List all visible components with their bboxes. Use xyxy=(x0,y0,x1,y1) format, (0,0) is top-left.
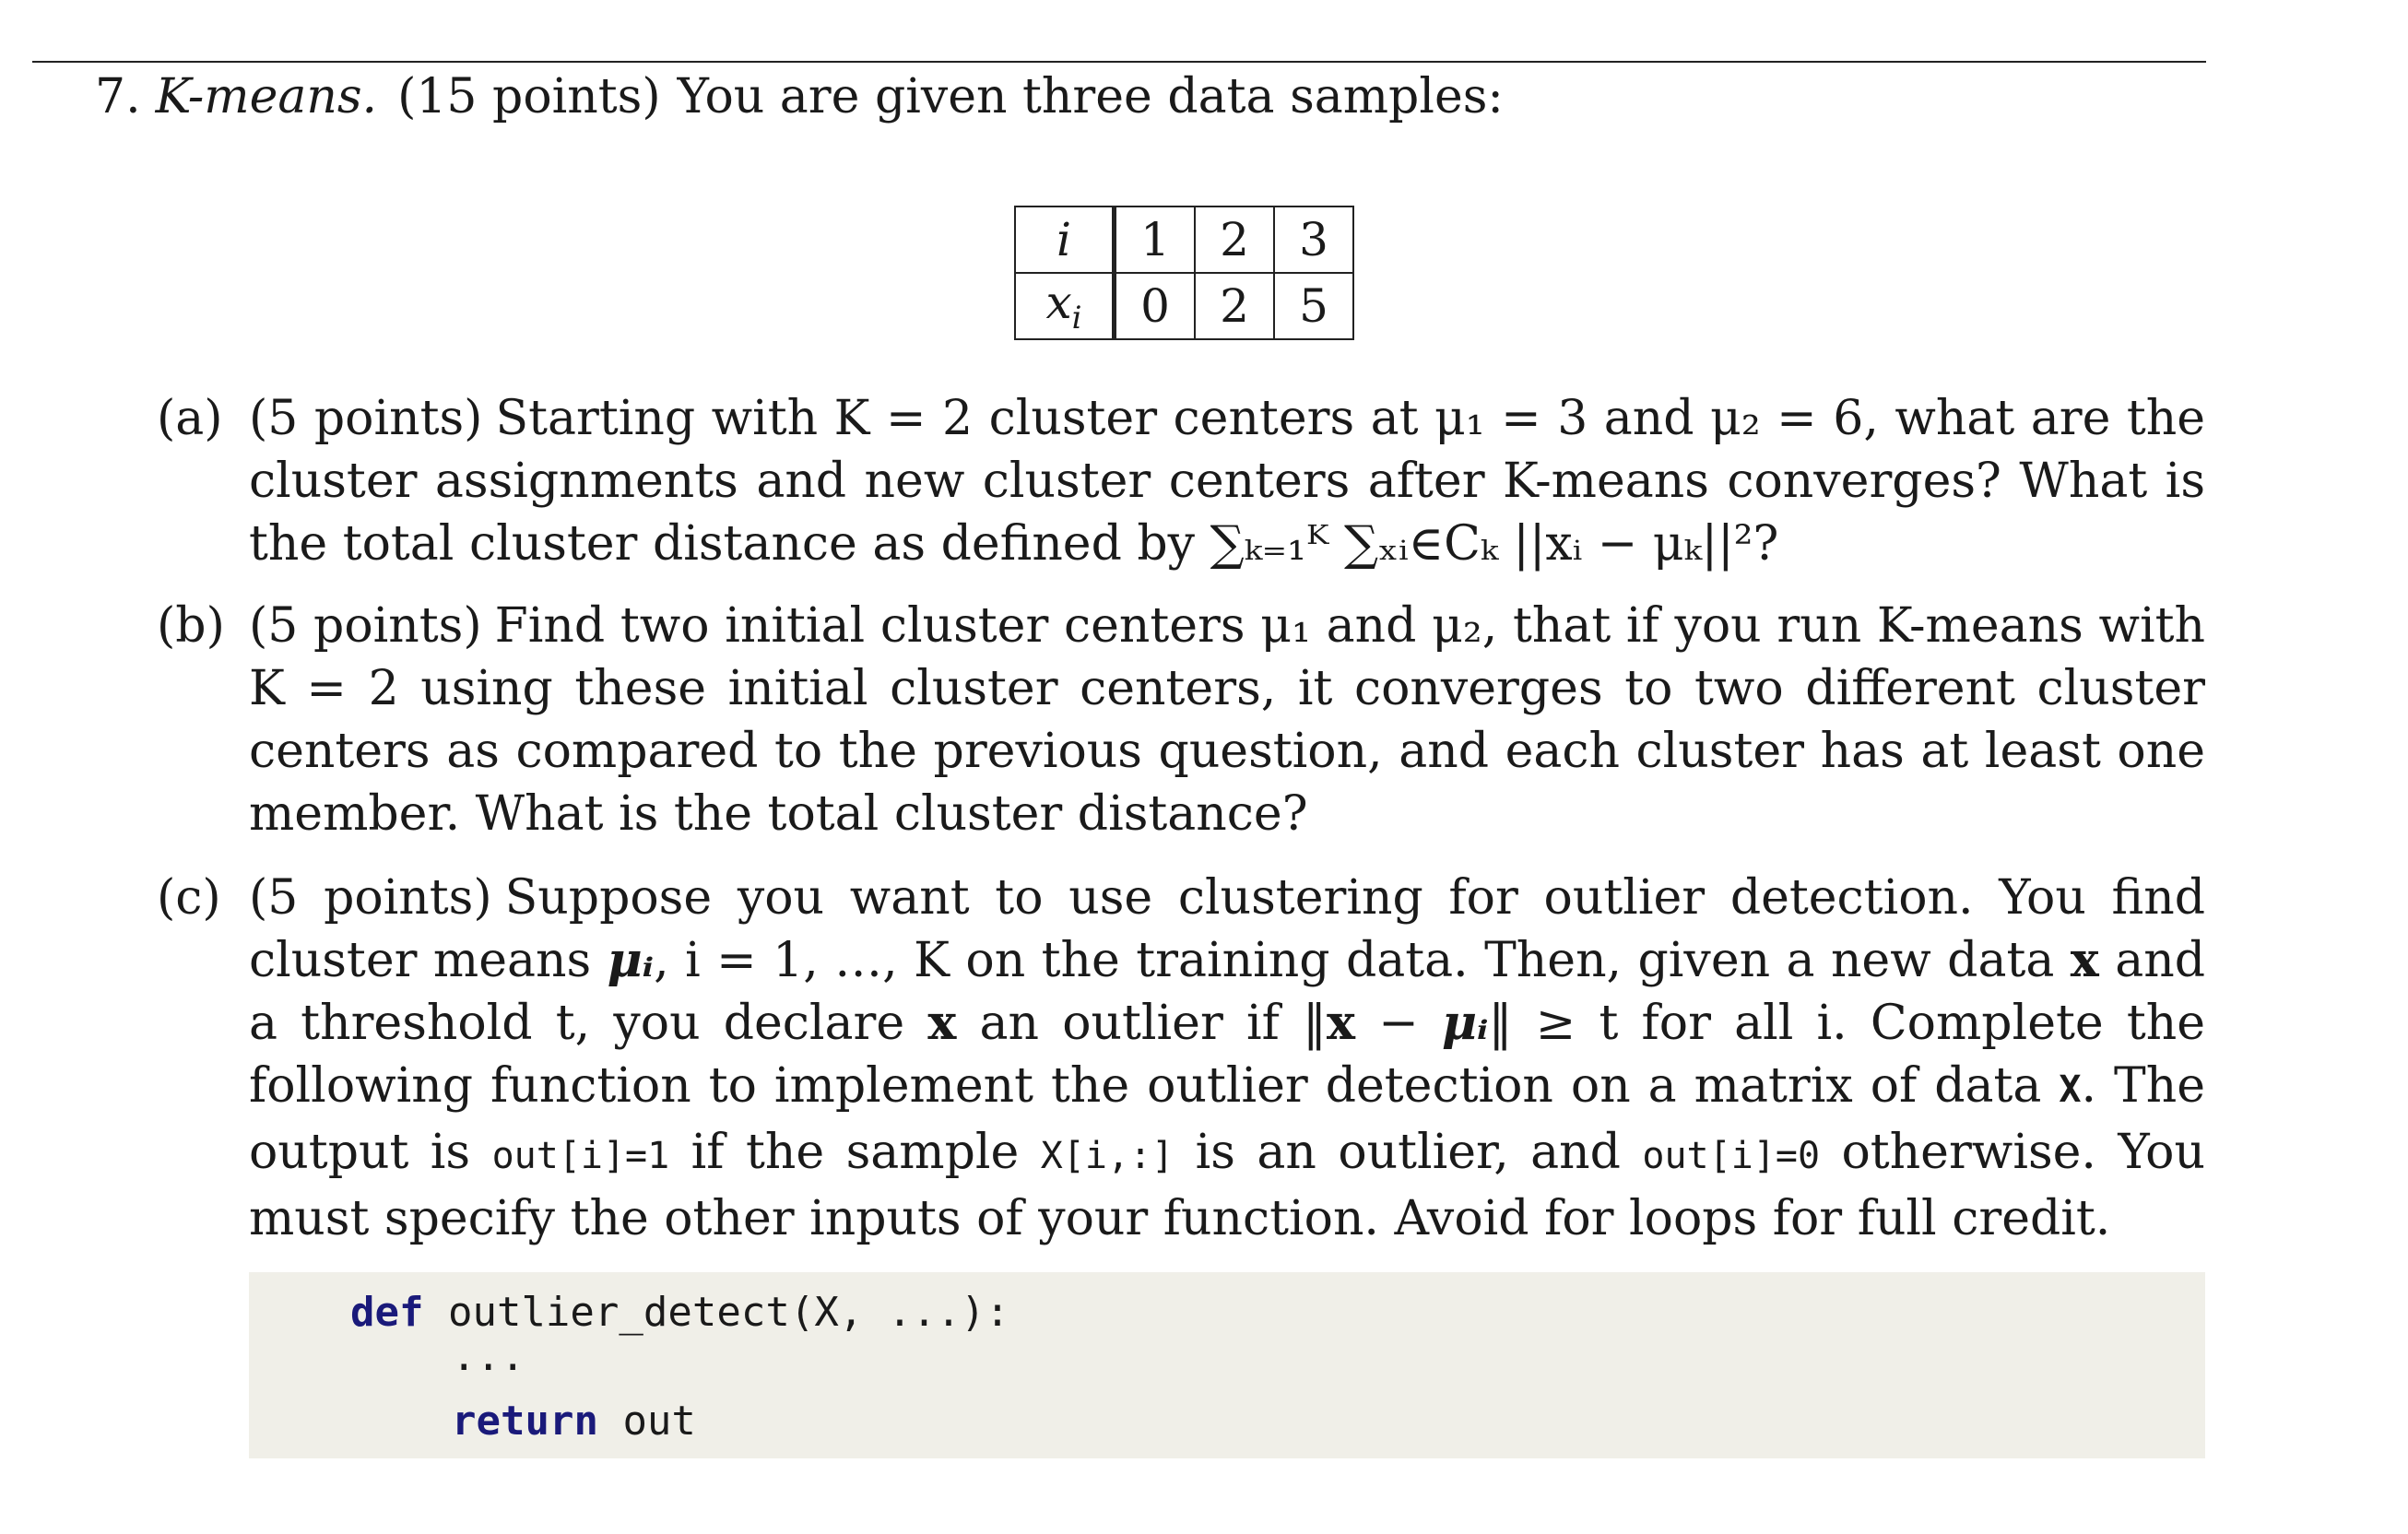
function-signature: outlier_detect(X, ...): xyxy=(423,1289,1010,1336)
part-c-text: , i = 1, …, K on the training data. Then, given a new data xyxy=(654,933,2071,988)
part-a-label: (a) xyxy=(157,391,223,446)
code-block xyxy=(249,1272,2205,1458)
mu-i-symbol: μᵢ xyxy=(1442,995,1489,1051)
part-c-text: and a threshold t, you declare xyxy=(249,933,2206,1051)
table-cell: 5 xyxy=(1274,273,1353,339)
part-c xyxy=(157,867,2205,1250)
part-a xyxy=(157,387,2205,575)
x-vector-symbol: x xyxy=(927,995,957,1051)
table-header-i: i xyxy=(1015,206,1115,273)
return-value: out xyxy=(597,1398,696,1445)
code-line-return xyxy=(452,1390,696,1453)
part-c-text: an outlier if ‖ xyxy=(956,996,1328,1051)
mu-i-symbol: μᵢ xyxy=(607,932,655,988)
part-c-text: Suppose you want to use clustering for outlier detection. You find cluster means xyxy=(249,870,2206,988)
part-b-body xyxy=(249,595,2205,845)
part-a-points: (5 points) xyxy=(249,391,483,446)
inline-code-Xi: X[i,:] xyxy=(1040,1135,1174,1177)
inline-code-out1: out[i]=1 xyxy=(491,1135,670,1177)
question-points: (15 points) xyxy=(397,69,661,124)
table-row-index xyxy=(1015,206,1353,273)
keyword-return: return xyxy=(452,1398,598,1445)
part-b xyxy=(157,595,2205,845)
data-samples-table xyxy=(1014,206,1354,340)
keyword-def: def xyxy=(350,1289,424,1336)
part-c-points: (5 points) xyxy=(249,870,492,926)
part-c-text: otherwise. You must specify the other inputs of your function. Avoid for loops for full credit. xyxy=(249,1125,2205,1246)
part-a-body xyxy=(249,387,2205,575)
question-number: 7. xyxy=(95,69,141,124)
part-c-text: is an outlier, and xyxy=(1174,1125,1643,1180)
part-a-text: Starting with K = 2 cluster centers at μ₁ = 3 and μ₂ = 6, what are the cluster assignments and new cluster centers after K-means converges? What is the total cluster distance as defined by ∑ₖ₌₁ᴷ ∑ₓᵢ∈Cₖ ||xᵢ − μₖ||²? xyxy=(249,391,2206,572)
table-header-x: $x_i$ xyxy=(1015,273,1115,339)
part-c-label: (c) xyxy=(157,870,221,926)
table-cell: 2 xyxy=(1195,206,1274,273)
inline-code-X: X xyxy=(2059,1068,2082,1111)
part-c-body xyxy=(249,867,2205,1250)
part-c-text: if the sample xyxy=(669,1125,1041,1180)
part-c-text: − xyxy=(1355,996,1442,1051)
table-cell: 0 xyxy=(1115,273,1196,339)
part-b-points: (5 points) xyxy=(249,598,482,654)
question-heading xyxy=(95,66,1504,127)
top-rule xyxy=(32,61,2206,63)
question-intro: You are given three data samples: xyxy=(677,69,1504,124)
part-b-text: Find two initial cluster centers μ₁ and μ₂, that if you run K-means with K = 2 using these initial cluster centers, it converges to two different cluster centers as compared to the previous question, and each cluster has at least one member. What is the total cluster distance? xyxy=(249,598,2205,842)
inline-code-out0: out[i]=0 xyxy=(1642,1135,1821,1177)
table-row-values xyxy=(1015,273,1353,339)
table-cell: 3 xyxy=(1274,206,1353,273)
code-line-body: ... xyxy=(452,1333,525,1380)
x-vector-symbol: x xyxy=(1327,995,1356,1051)
table-cell: 2 xyxy=(1195,273,1274,339)
part-c-text: . The output is xyxy=(249,1058,2205,1180)
part-b-label: (b) xyxy=(157,598,225,654)
x-vector-symbol: x xyxy=(2070,932,2099,988)
code-line-def xyxy=(350,1281,1009,1344)
table-cell: 1 xyxy=(1115,206,1196,273)
question-topic: K-means. xyxy=(155,69,378,124)
part-c-text: ‖ ≥ t for all i. Complete the following function to implement the outlier detection on a matrix of data xyxy=(249,996,2205,1114)
